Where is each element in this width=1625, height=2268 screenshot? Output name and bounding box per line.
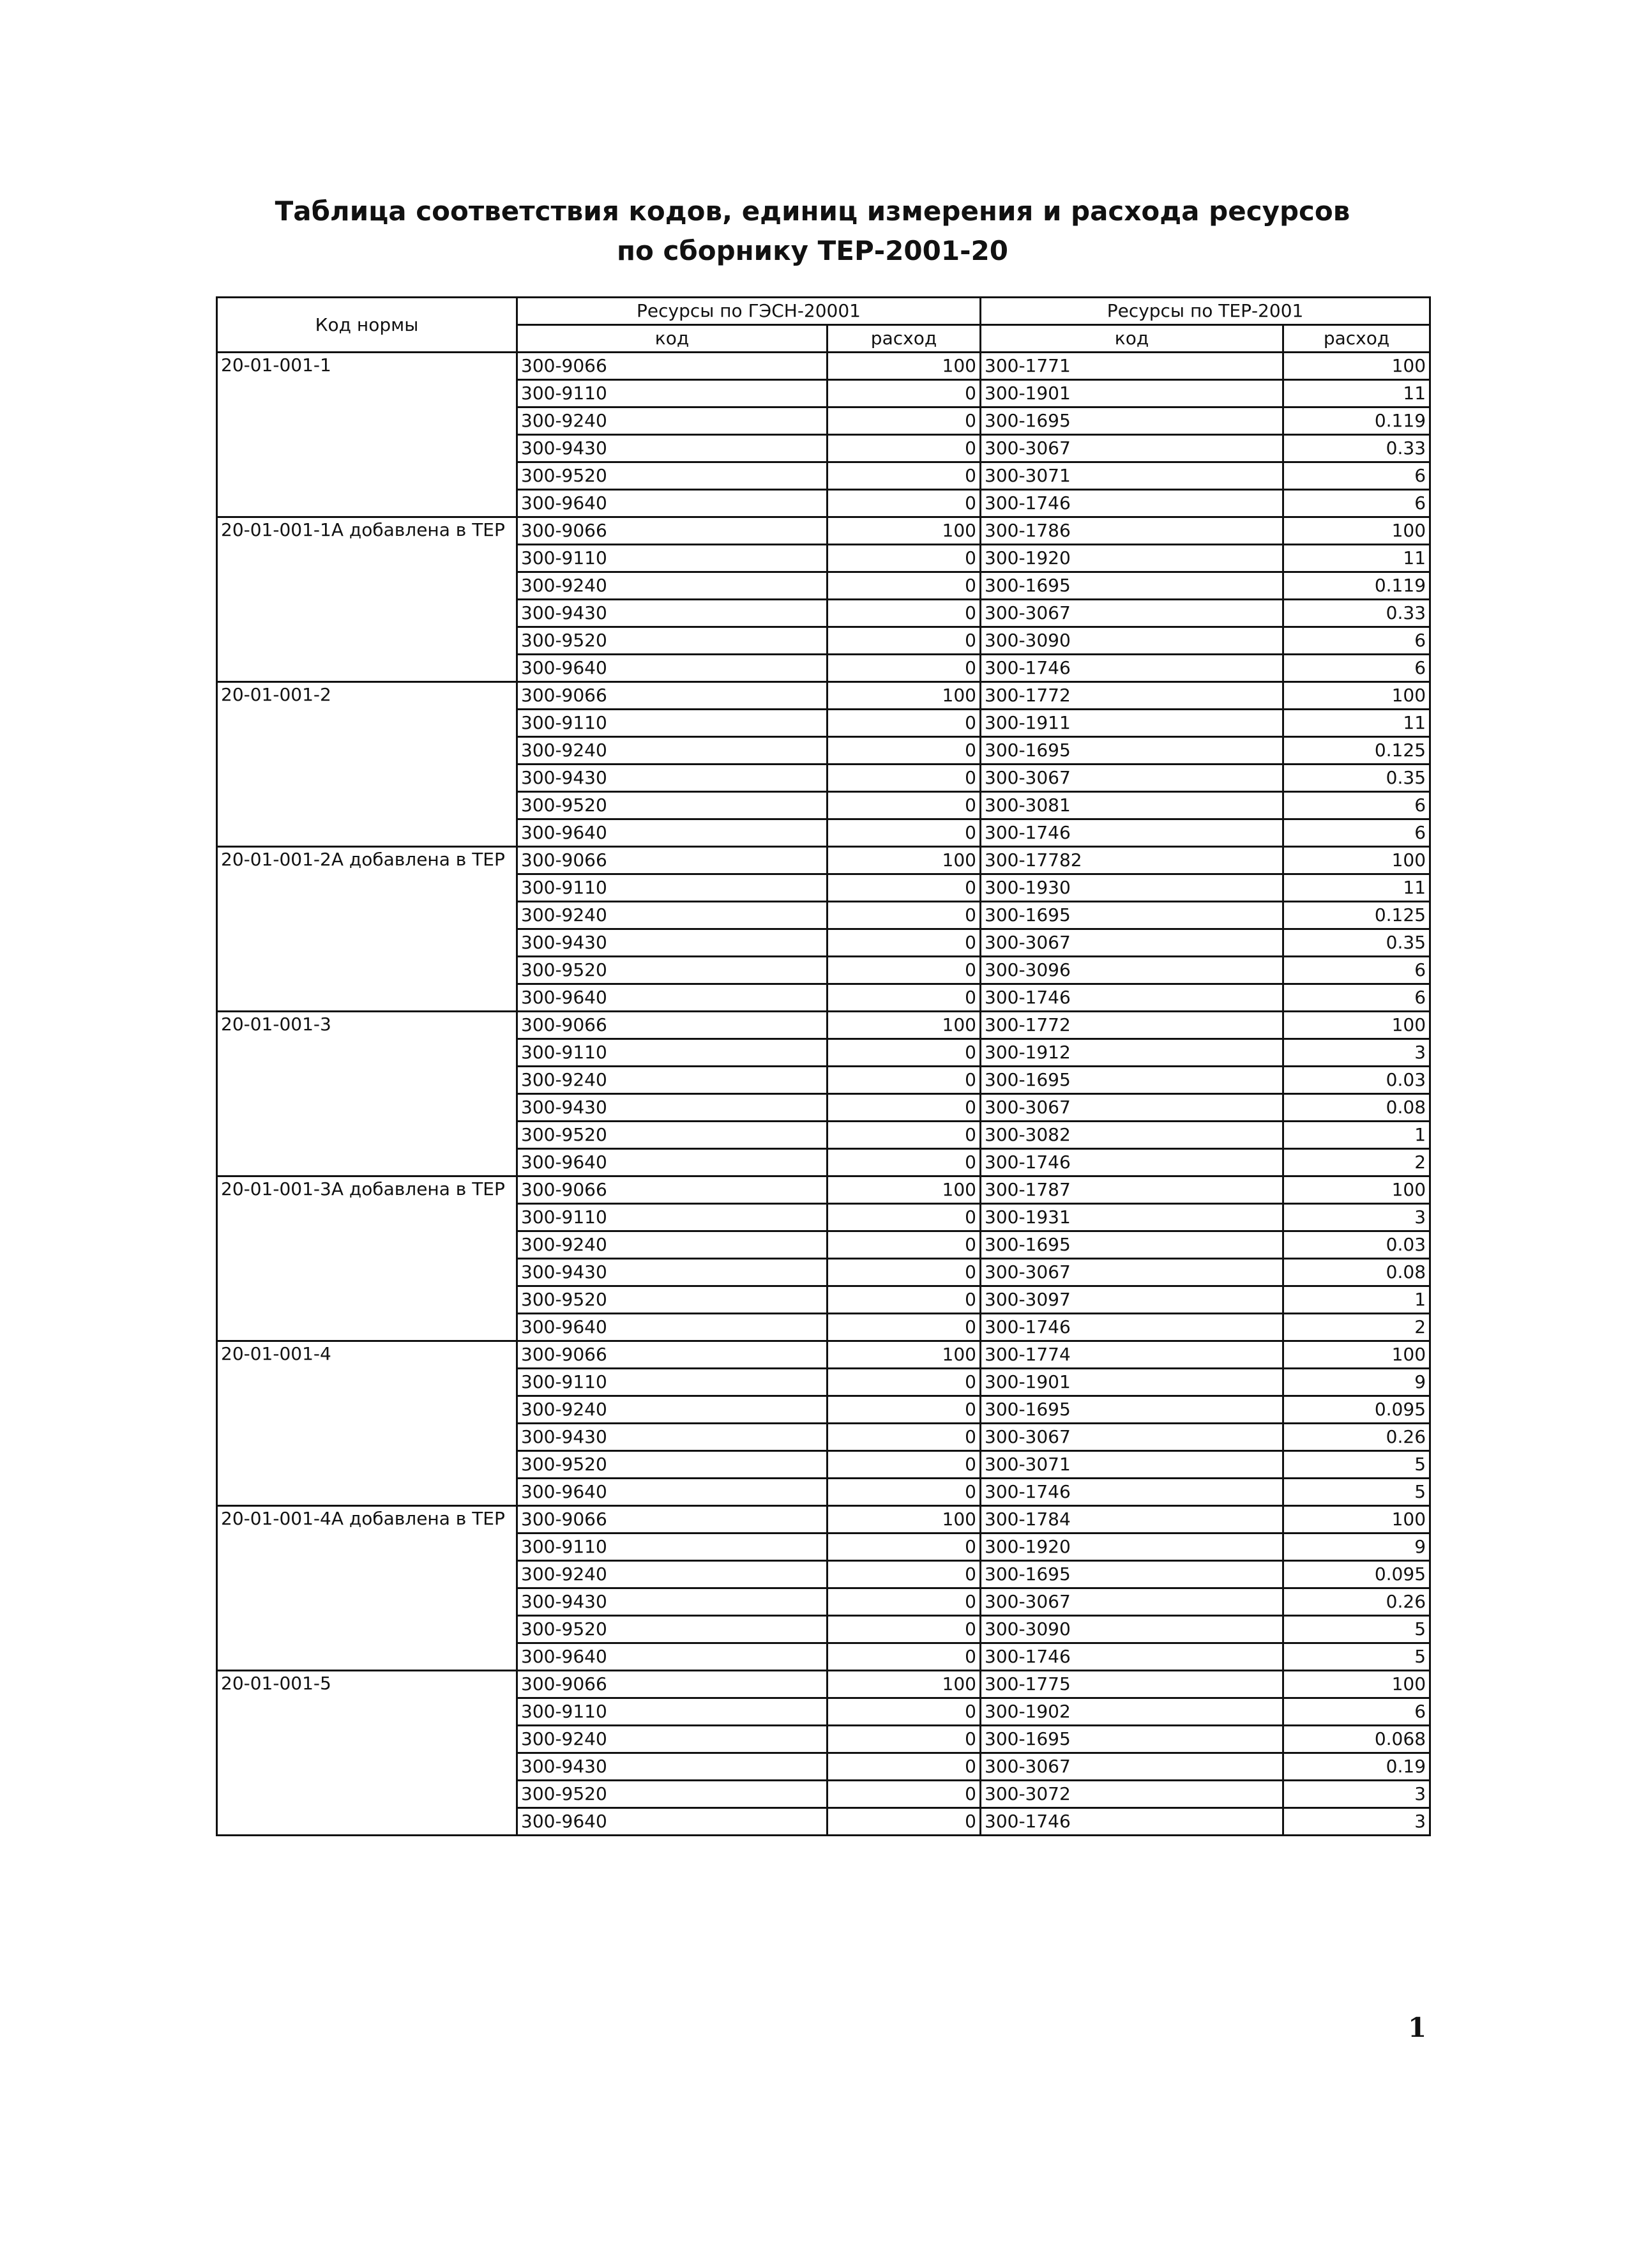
ter-rate-cell: 5 (1283, 1479, 1430, 1506)
gesn-code-cell: 300-9430 (517, 1424, 828, 1451)
header-gesn-rate: расход (828, 325, 981, 353)
gesn-rate-cell: 0 (828, 655, 981, 682)
gesn-rate-cell: 0 (828, 462, 981, 490)
ter-rate-cell: 0.33 (1283, 600, 1430, 627)
ter-code-cell: 300-1912 (981, 1039, 1283, 1067)
gesn-rate-cell: 100 (828, 1012, 981, 1039)
ter-rate-cell: 0.08 (1283, 1094, 1430, 1122)
gesn-code-cell: 300-9066 (517, 847, 828, 874)
gesn-rate-cell: 0 (828, 1808, 981, 1836)
ter-code-cell: 300-3067 (981, 1424, 1283, 1451)
gesn-rate-cell: 100 (828, 517, 981, 545)
gesn-code-cell: 300-9240 (517, 407, 828, 435)
correspondence-table (216, 296, 1431, 1836)
ter-code-cell: 300-3081 (981, 792, 1283, 819)
ter-code-cell: 300-3072 (981, 1781, 1283, 1808)
gesn-code-cell: 300-9240 (517, 1726, 828, 1753)
ter-rate-cell: 100 (1283, 517, 1430, 545)
ter-code-cell: 300-3082 (981, 1122, 1283, 1149)
norm-code-cell: 20-01-001-3А добавлена в ТЕР (217, 1176, 517, 1341)
gesn-code-cell: 300-9640 (517, 655, 828, 682)
gesn-code-cell: 300-9520 (517, 462, 828, 490)
gesn-rate-cell: 100 (828, 1176, 981, 1204)
table-row (217, 517, 1430, 545)
ter-rate-cell: 100 (1283, 1176, 1430, 1204)
gesn-code-cell: 300-9430 (517, 600, 828, 627)
ter-code-cell: 300-1771 (981, 353, 1283, 380)
ter-code-cell: 300-1746 (981, 1149, 1283, 1176)
gesn-code-cell: 300-9520 (517, 1451, 828, 1479)
ter-code-cell: 300-1695 (981, 1067, 1283, 1094)
gesn-rate-cell: 0 (828, 490, 981, 517)
gesn-code-cell: 300-9520 (517, 957, 828, 984)
gesn-rate-cell: 0 (828, 1424, 981, 1451)
gesn-code-cell: 300-9520 (517, 1616, 828, 1643)
ter-rate-cell: 0.35 (1283, 929, 1430, 957)
ter-rate-cell: 100 (1283, 1506, 1430, 1534)
gesn-code-cell: 300-9430 (517, 435, 828, 462)
ter-code-cell: 300-1786 (981, 517, 1283, 545)
norm-code-cell: 20-01-001-2 (217, 682, 517, 847)
gesn-code-cell: 300-9520 (517, 627, 828, 655)
gesn-rate-cell: 0 (828, 984, 981, 1012)
gesn-code-cell: 300-9240 (517, 902, 828, 929)
ter-rate-cell: 1 (1283, 1286, 1430, 1314)
gesn-code-cell: 300-9640 (517, 1479, 828, 1506)
ter-code-cell: 300-3067 (981, 1259, 1283, 1286)
gesn-code-cell: 300-9066 (517, 1012, 828, 1039)
gesn-rate-cell: 0 (828, 627, 981, 655)
table-row (217, 1176, 1430, 1204)
ter-code-cell: 300-1901 (981, 1369, 1283, 1396)
ter-rate-cell: 0.26 (1283, 1588, 1430, 1616)
ter-code-cell: 300-3067 (981, 1753, 1283, 1781)
gesn-code-cell: 300-9640 (517, 984, 828, 1012)
gesn-code-cell: 300-9640 (517, 1808, 828, 1836)
ter-rate-cell: 0.03 (1283, 1067, 1430, 1094)
gesn-rate-cell: 0 (828, 1094, 981, 1122)
gesn-rate-cell: 0 (828, 1588, 981, 1616)
ter-rate-cell: 11 (1283, 710, 1430, 737)
header-ter-code: код (981, 325, 1283, 353)
ter-code-cell: 300-3067 (981, 1588, 1283, 1616)
ter-rate-cell: 1 (1283, 1122, 1430, 1149)
ter-rate-cell: 100 (1283, 847, 1430, 874)
ter-rate-cell: 9 (1283, 1369, 1430, 1396)
gesn-code-cell: 300-9240 (517, 1231, 828, 1259)
ter-rate-cell: 100 (1283, 1341, 1430, 1369)
ter-rate-cell: 3 (1283, 1781, 1430, 1808)
ter-code-cell: 300-1746 (981, 1808, 1283, 1836)
ter-code-cell: 300-1920 (981, 1534, 1283, 1561)
norm-code-cell: 20-01-001-4 (217, 1341, 517, 1506)
gesn-rate-cell: 100 (828, 1506, 981, 1534)
ter-rate-cell: 0.119 (1283, 407, 1430, 435)
gesn-code-cell: 300-9066 (517, 1506, 828, 1534)
gesn-rate-cell: 100 (828, 1671, 981, 1698)
gesn-rate-cell: 0 (828, 1479, 981, 1506)
gesn-code-cell: 300-9240 (517, 1067, 828, 1094)
ter-code-cell: 300-1695 (981, 572, 1283, 600)
ter-code-cell: 300-1784 (981, 1506, 1283, 1534)
ter-rate-cell: 0.119 (1283, 572, 1430, 600)
ter-rate-cell: 0.068 (1283, 1726, 1430, 1753)
gesn-code-cell: 300-9066 (517, 1341, 828, 1369)
ter-rate-cell: 3 (1283, 1204, 1430, 1231)
ter-rate-cell: 0.095 (1283, 1561, 1430, 1588)
table-row (217, 1506, 1430, 1534)
ter-rate-cell: 0.35 (1283, 765, 1430, 792)
gesn-rate-cell: 0 (828, 1231, 981, 1259)
gesn-rate-cell: 100 (828, 847, 981, 874)
table-row (217, 847, 1430, 874)
ter-rate-cell: 0.19 (1283, 1753, 1430, 1781)
gesn-rate-cell: 0 (828, 792, 981, 819)
norm-code-cell: 20-01-001-1А добавлена в ТЕР (217, 517, 517, 682)
ter-code-cell: 300-3090 (981, 627, 1283, 655)
ter-rate-cell: 2 (1283, 1314, 1430, 1341)
ter-code-cell: 300-3067 (981, 765, 1283, 792)
gesn-rate-cell: 0 (828, 1534, 981, 1561)
ter-code-cell: 300-1787 (981, 1176, 1283, 1204)
ter-code-cell: 300-1695 (981, 902, 1283, 929)
gesn-code-cell: 300-9640 (517, 1314, 828, 1341)
gesn-code-cell: 300-9110 (517, 1369, 828, 1396)
gesn-rate-cell: 0 (828, 737, 981, 765)
table-row (217, 353, 1430, 380)
gesn-rate-cell: 0 (828, 1781, 981, 1808)
gesn-code-cell: 300-9110 (517, 710, 828, 737)
ter-code-cell: 300-17782 (981, 847, 1283, 874)
ter-code-cell: 300-3071 (981, 462, 1283, 490)
ter-code-cell: 300-1746 (981, 1479, 1283, 1506)
ter-rate-cell: 9 (1283, 1534, 1430, 1561)
gesn-rate-cell: 0 (828, 1259, 981, 1286)
ter-code-cell: 300-1746 (981, 490, 1283, 517)
ter-code-cell: 300-1695 (981, 407, 1283, 435)
ter-code-cell: 300-1931 (981, 1204, 1283, 1231)
ter-rate-cell: 0.125 (1283, 737, 1430, 765)
ter-rate-cell: 6 (1283, 792, 1430, 819)
ter-rate-cell: 6 (1283, 1698, 1430, 1726)
ter-code-cell: 300-3071 (981, 1451, 1283, 1479)
norm-code-cell: 20-01-001-1 (217, 353, 517, 517)
ter-code-cell: 300-1772 (981, 682, 1283, 710)
ter-rate-cell: 6 (1283, 819, 1430, 847)
ter-rate-cell: 6 (1283, 957, 1430, 984)
ter-rate-cell: 6 (1283, 490, 1430, 517)
ter-code-cell: 300-1746 (981, 819, 1283, 847)
table-row (217, 1012, 1430, 1039)
ter-code-cell: 300-3097 (981, 1286, 1283, 1314)
ter-code-cell: 300-1901 (981, 380, 1283, 407)
gesn-code-cell: 300-9240 (517, 737, 828, 765)
gesn-code-cell: 300-9066 (517, 353, 828, 380)
gesn-code-cell: 300-9430 (517, 929, 828, 957)
header-gesn-resources: Ресурсы по ГЭСН-20001 (517, 298, 981, 325)
gesn-rate-cell: 0 (828, 1369, 981, 1396)
ter-code-cell: 300-1774 (981, 1341, 1283, 1369)
gesn-rate-cell: 0 (828, 407, 981, 435)
ter-rate-cell: 2 (1283, 1149, 1430, 1176)
ter-rate-cell: 100 (1283, 682, 1430, 710)
ter-code-cell: 300-1746 (981, 655, 1283, 682)
gesn-code-cell: 300-9640 (517, 819, 828, 847)
ter-rate-cell: 100 (1283, 1671, 1430, 1698)
gesn-code-cell: 300-9640 (517, 1643, 828, 1671)
gesn-rate-cell: 0 (828, 1396, 981, 1424)
gesn-code-cell: 300-9110 (517, 1039, 828, 1067)
gesn-code-cell: 300-9640 (517, 1149, 828, 1176)
ter-code-cell: 300-1930 (981, 874, 1283, 902)
ter-rate-cell: 3 (1283, 1039, 1430, 1067)
ter-code-cell: 300-1920 (981, 545, 1283, 572)
ter-rate-cell: 3 (1283, 1808, 1430, 1836)
norm-code-cell: 20-01-001-5 (217, 1671, 517, 1836)
gesn-rate-cell: 0 (828, 380, 981, 407)
ter-rate-cell: 0.095 (1283, 1396, 1430, 1424)
ter-code-cell: 300-3067 (981, 1094, 1283, 1122)
gesn-code-cell: 300-9110 (517, 545, 828, 572)
table-row (217, 682, 1430, 710)
ter-rate-cell: 11 (1283, 874, 1430, 902)
header-ter-resources: Ресурсы по ТЕР-2001 (981, 298, 1430, 325)
gesn-code-cell: 300-9110 (517, 874, 828, 902)
gesn-rate-cell: 0 (828, 902, 981, 929)
ter-code-cell: 300-3067 (981, 600, 1283, 627)
gesn-code-cell: 300-9640 (517, 490, 828, 517)
gesn-rate-cell: 0 (828, 819, 981, 847)
gesn-rate-cell: 0 (828, 1616, 981, 1643)
gesn-code-cell: 300-9110 (517, 1534, 828, 1561)
gesn-rate-cell: 0 (828, 1753, 981, 1781)
gesn-code-cell: 300-9240 (517, 1396, 828, 1424)
gesn-rate-cell: 0 (828, 874, 981, 902)
ter-rate-cell: 11 (1283, 380, 1430, 407)
table-header (217, 298, 1430, 353)
gesn-code-cell: 300-9430 (517, 1259, 828, 1286)
gesn-code-cell: 300-9066 (517, 1176, 828, 1204)
norm-code-cell: 20-01-001-3 (217, 1012, 517, 1176)
ter-code-cell: 300-1695 (981, 1561, 1283, 1588)
gesn-rate-cell: 0 (828, 1726, 981, 1753)
gesn-rate-cell: 0 (828, 1122, 981, 1149)
ter-rate-cell: 5 (1283, 1616, 1430, 1643)
gesn-code-cell: 300-9240 (517, 572, 828, 600)
ter-code-cell: 300-1775 (981, 1671, 1283, 1698)
page-title (0, 192, 1625, 271)
gesn-code-cell: 300-9520 (517, 792, 828, 819)
gesn-rate-cell: 0 (828, 1643, 981, 1671)
ter-rate-cell: 6 (1283, 984, 1430, 1012)
table-body (217, 353, 1430, 1836)
ter-rate-cell: 0.03 (1283, 1231, 1430, 1259)
ter-rate-cell: 100 (1283, 1012, 1430, 1039)
page-number: 1 (1408, 2012, 1427, 2043)
ter-rate-cell: 6 (1283, 655, 1430, 682)
gesn-code-cell: 300-9430 (517, 1588, 828, 1616)
ter-rate-cell: 0.08 (1283, 1259, 1430, 1286)
ter-rate-cell: 100 (1283, 353, 1430, 380)
gesn-rate-cell: 0 (828, 710, 981, 737)
norm-code-cell: 20-01-001-4А добавлена в ТЕР (217, 1506, 517, 1671)
header-norm-code: Код нормы (217, 298, 517, 353)
gesn-code-cell: 300-9430 (517, 1753, 828, 1781)
ter-code-cell: 300-3090 (981, 1616, 1283, 1643)
ter-code-cell: 300-3067 (981, 929, 1283, 957)
title-line-1: Таблица соответствия кодов, единиц измерения и расхода ресурсов (275, 195, 1350, 227)
gesn-rate-cell: 0 (828, 1039, 981, 1067)
title-line-2: по сборнику ТЕР-2001-20 (617, 235, 1008, 266)
ter-code-cell: 300-1695 (981, 1726, 1283, 1753)
ter-code-cell: 300-1695 (981, 1396, 1283, 1424)
gesn-rate-cell: 0 (828, 1067, 981, 1094)
gesn-rate-cell: 100 (828, 682, 981, 710)
norm-code-cell: 20-01-001-2А добавлена в ТЕР (217, 847, 517, 1012)
ter-code-cell: 300-1772 (981, 1012, 1283, 1039)
ter-code-cell: 300-1746 (981, 984, 1283, 1012)
gesn-rate-cell: 0 (828, 600, 981, 627)
gesn-code-cell: 300-9240 (517, 1561, 828, 1588)
gesn-code-cell: 300-9430 (517, 1094, 828, 1122)
gesn-code-cell: 300-9066 (517, 517, 828, 545)
header-gesn-code: код (517, 325, 828, 353)
gesn-rate-cell: 0 (828, 1204, 981, 1231)
ter-code-cell: 300-1902 (981, 1698, 1283, 1726)
gesn-code-cell: 300-9110 (517, 380, 828, 407)
gesn-rate-cell: 0 (828, 545, 981, 572)
ter-rate-cell: 11 (1283, 545, 1430, 572)
ter-code-cell: 300-3067 (981, 435, 1283, 462)
gesn-code-cell: 300-9520 (517, 1286, 828, 1314)
ter-rate-cell: 5 (1283, 1451, 1430, 1479)
gesn-code-cell: 300-9066 (517, 1671, 828, 1698)
gesn-rate-cell: 0 (828, 1451, 981, 1479)
gesn-code-cell: 300-9066 (517, 682, 828, 710)
gesn-code-cell: 300-9110 (517, 1204, 828, 1231)
gesn-code-cell: 300-9520 (517, 1122, 828, 1149)
ter-code-cell: 300-3096 (981, 957, 1283, 984)
gesn-code-cell: 300-9110 (517, 1698, 828, 1726)
header-ter-rate: расход (1283, 325, 1430, 353)
gesn-code-cell: 300-9520 (517, 1781, 828, 1808)
gesn-code-cell: 300-9430 (517, 765, 828, 792)
gesn-rate-cell: 0 (828, 957, 981, 984)
table-row (217, 1671, 1430, 1698)
ter-rate-cell: 0.26 (1283, 1424, 1430, 1451)
ter-code-cell: 300-1911 (981, 710, 1283, 737)
ter-rate-cell: 0.33 (1283, 435, 1430, 462)
table-row (217, 1341, 1430, 1369)
ter-code-cell: 300-1695 (981, 737, 1283, 765)
ter-rate-cell: 0.125 (1283, 902, 1430, 929)
gesn-rate-cell: 0 (828, 1149, 981, 1176)
ter-rate-cell: 6 (1283, 462, 1430, 490)
ter-code-cell: 300-1746 (981, 1643, 1283, 1671)
ter-rate-cell: 6 (1283, 627, 1430, 655)
gesn-rate-cell: 100 (828, 353, 981, 380)
gesn-rate-cell: 0 (828, 1698, 981, 1726)
gesn-rate-cell: 0 (828, 1314, 981, 1341)
gesn-rate-cell: 0 (828, 572, 981, 600)
gesn-rate-cell: 0 (828, 435, 981, 462)
ter-code-cell: 300-1695 (981, 1231, 1283, 1259)
ter-rate-cell: 5 (1283, 1643, 1430, 1671)
gesn-rate-cell: 0 (828, 1561, 981, 1588)
gesn-rate-cell: 0 (828, 929, 981, 957)
gesn-rate-cell: 0 (828, 765, 981, 792)
ter-code-cell: 300-1746 (981, 1314, 1283, 1341)
gesn-rate-cell: 0 (828, 1286, 981, 1314)
gesn-rate-cell: 100 (828, 1341, 981, 1369)
